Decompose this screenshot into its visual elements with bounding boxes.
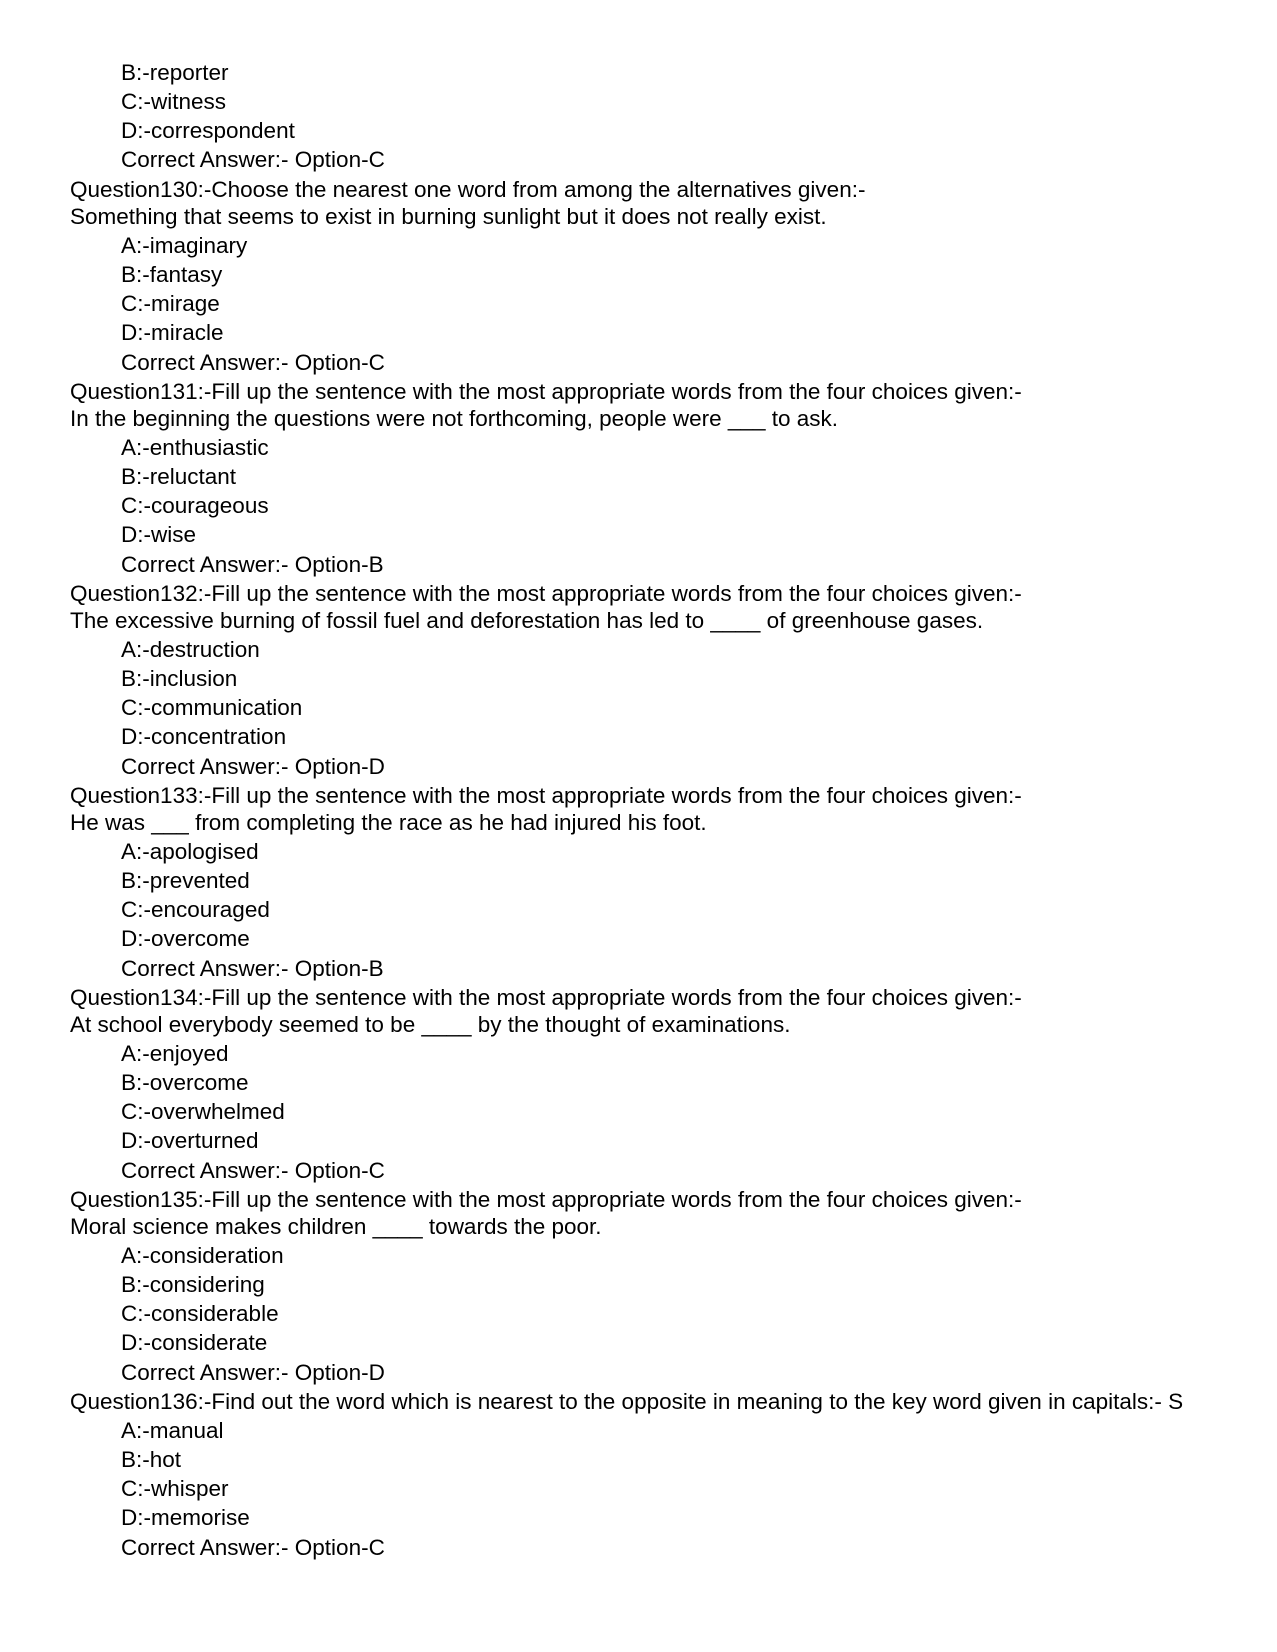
answer-line: Correct Answer:- Option-C: [121, 1535, 385, 1560]
question-line: Question132:-Fill up the sentence with the most appropriate words from the four choices given:-: [70, 581, 1022, 606]
option-line: A:-apologised: [121, 839, 259, 864]
option-line: B:-reporter: [121, 60, 229, 85]
prompt-line: Something that seems to exist in burning sunlight but it does not really exist.: [70, 204, 827, 229]
answer-line: Correct Answer:- Option-C: [121, 350, 385, 375]
question-line: Question133:-Fill up the sentence with the most appropriate words from the four choices given:-: [70, 783, 1022, 808]
option-line: D:-overturned: [121, 1128, 259, 1153]
option-line: C:-courageous: [121, 493, 269, 518]
option-line: B:-hot: [121, 1447, 182, 1472]
option-line: B:-inclusion: [121, 666, 238, 691]
option-line: C:-overwhelmed: [121, 1099, 285, 1124]
option-line: D:-overcome: [121, 926, 250, 951]
answer-line: Correct Answer:- Option-C: [121, 1158, 385, 1183]
option-line: B:-considering: [121, 1272, 265, 1297]
answer-line: Correct Answer:- Option-C: [121, 147, 385, 172]
answer-line: Correct Answer:- Option-B: [121, 956, 384, 981]
prompt-line: In the beginning the questions were not forthcoming, people were ___ to ask.: [70, 406, 838, 431]
option-line: A:-manual: [121, 1418, 224, 1443]
answer-line: Correct Answer:- Option-B: [121, 552, 384, 577]
answer-line: Correct Answer:- Option-D: [121, 1360, 385, 1385]
option-line: B:-reluctant: [121, 464, 237, 489]
question-line: Question130:-Choose the nearest one word from among the alternatives given:-: [70, 177, 866, 202]
option-line: D:-wise: [121, 522, 197, 547]
answer-line: Correct Answer:- Option-D: [121, 754, 385, 779]
option-line: A:-destruction: [121, 637, 260, 662]
prompt-line: Moral science makes children ____ towards the poor.: [70, 1214, 602, 1239]
option-line: D:-considerate: [121, 1330, 268, 1355]
option-line: D:-concentration: [121, 724, 287, 749]
option-line: B:-overcome: [121, 1070, 249, 1095]
option-line: A:-imaginary: [121, 233, 248, 258]
option-line: C:-whisper: [121, 1476, 229, 1501]
prompt-line: The excessive burning of fossil fuel and deforestation has led to ____ of greenhouse gases.: [70, 608, 984, 633]
option-line: A:-enjoyed: [121, 1041, 229, 1066]
question-line: Question134:-Fill up the sentence with the most appropriate words from the four choices given:-: [70, 985, 1022, 1010]
prompt-line: At school everybody seemed to be ____ by the thought of examinations.: [70, 1012, 791, 1037]
question-line: Question131:-Fill up the sentence with the most appropriate words from the four choices given:-: [70, 379, 1022, 404]
option-line: D:-correspondent: [121, 118, 295, 143]
option-line: C:-witness: [121, 89, 227, 114]
option-line: C:-considerable: [121, 1301, 279, 1326]
option-line: C:-mirage: [121, 291, 220, 316]
option-line: B:-fantasy: [121, 262, 223, 287]
question-line: Question136:-Find out the word which is nearest to the opposite in meaning to the key word given in capitals:- S: [70, 1389, 1184, 1414]
option-line: C:-communication: [121, 695, 303, 720]
option-line: D:-miracle: [121, 320, 224, 345]
option-line: B:-prevented: [121, 868, 250, 893]
option-line: C:-encouraged: [121, 897, 270, 922]
option-line: A:-enthusiastic: [121, 435, 269, 460]
prompt-line: He was ___ from completing the race as he had injured his foot.: [70, 810, 707, 835]
option-line: D:-memorise: [121, 1505, 250, 1530]
question-line: Question135:-Fill up the sentence with the most appropriate words from the four choices given:-: [70, 1187, 1022, 1212]
option-line: A:-consideration: [121, 1243, 284, 1268]
